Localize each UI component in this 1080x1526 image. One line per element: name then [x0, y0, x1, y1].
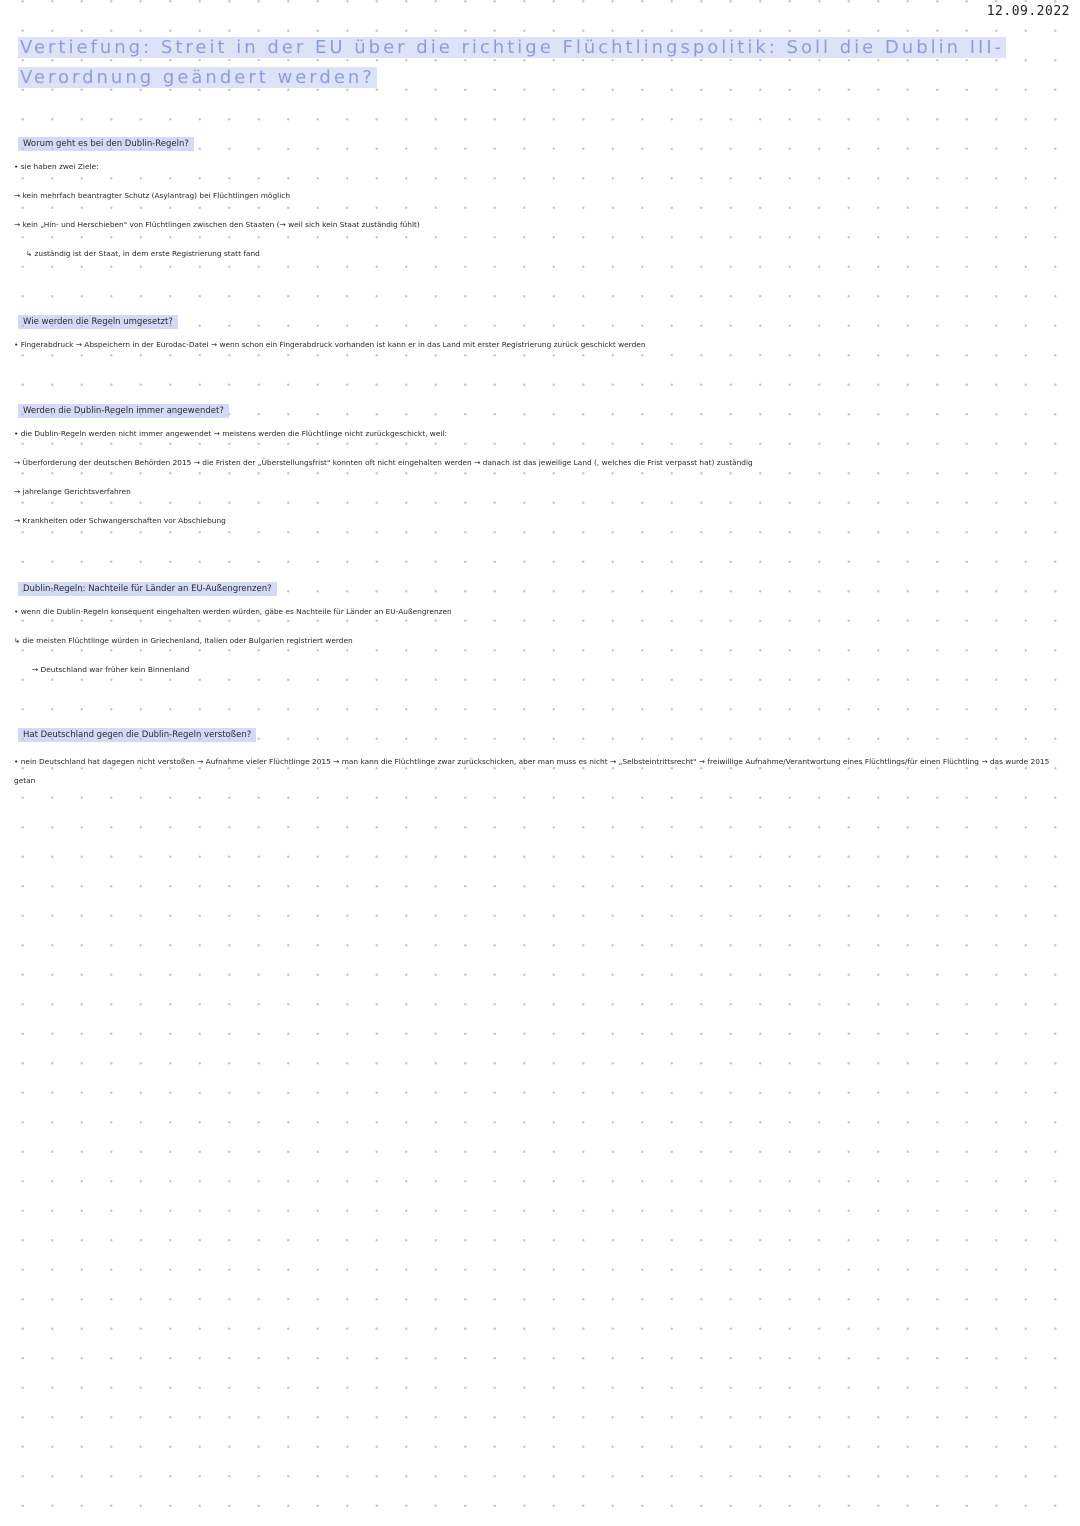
section-disadvantages	[14, 576, 1072, 693]
section-heading: Worum geht es bei den Dublin-Regeln?	[18, 137, 194, 151]
note-line: → Überforderung der deutschen Behörden 2015 → die Fristen der „Überstellungsfrist" konnten oft nicht eingehalten werden → danach ist das jeweilige Land (, welches die Frist verpasst hat) zuständig	[14, 458, 753, 467]
note-line: • die Dublin-Regeln werden nicht immer angewendet → meistens werden die Flüchtlinge nicht zurückgeschickt, weil:	[14, 429, 447, 438]
note-line: ↳ die meisten Flüchtlinge würden in Griechenland, Italien oder Bulgarien registriert werden	[14, 636, 353, 645]
page-title-text: Vertiefung: Streit in der EU über die richtige Flüchtlingspolitik: Soll die Dublin III-Verordnung geändert werden?	[20, 37, 1005, 88]
note-line: • wenn die Dublin-Regeln konsequent eingehalten werden würden, gäbe es Nachteile für Länder an EU-Außengrenzen	[14, 607, 452, 616]
note-line: → Deutschland war früher kein Binnenland	[32, 665, 190, 674]
note-line: • nein Deutschland hat dagegen nicht verstoßen → Aufnahme vieler Flüchtlinge 2015 → man kann die Flüchtlinge zwar zurückschicken, aber man muss es nicht → „Selbsteintrittsrecht" → freiwillige Aufnahme/Verantwortung eines Flüchtlings/für einen Flüchtling → das wurde 2015 getan	[14, 757, 1050, 785]
note-line: → Krankheiten oder Schwangerschaften vor Abschiebung	[14, 516, 226, 525]
note-line: • sie haben zwei Ziele:	[14, 162, 99, 171]
section-germany-violation	[14, 722, 1072, 802]
section-heading: Wie werden die Regeln umgesetzt?	[18, 315, 178, 329]
section-application	[14, 398, 1072, 544]
note-line: → kein mehrfach beantragter Schutz (Asylantrag) bei Flüchtlingen möglich	[14, 191, 291, 200]
section-heading: Dublin-Regeln: Nachteile für Länder an EU-Außengrenzen?	[18, 582, 277, 596]
page-title	[18, 33, 1058, 93]
section-heading: Hat Deutschland gegen die Dublin-Regeln verstoßen?	[18, 728, 256, 742]
note-line: → jahrelange Gerichtsverfahren	[14, 487, 131, 496]
note-line: ↳ zuständig ist der Staat, in dem erste Registrierung statt fand	[26, 249, 260, 258]
note-line: • Fingerabdruck → Abspeichern in der Eurodac-Datei → wenn schon ein Fingerabdruck vorhanden ist kann er in das Land mit erster Registrierung zurück geschickt werden	[14, 340, 646, 349]
section-implementation	[14, 309, 1072, 368]
section-heading: Werden die Dublin-Regeln immer angewendet?	[18, 404, 229, 418]
note-line: → kein „Hin- und Herschieben" von Flüchtlingen zwischen den Staaten (→ weil sich kein Staat zuständig fühlt)	[14, 220, 420, 229]
note-date: 12.09.2022	[986, 4, 1070, 19]
section-dublin-goals	[14, 131, 1072, 277]
